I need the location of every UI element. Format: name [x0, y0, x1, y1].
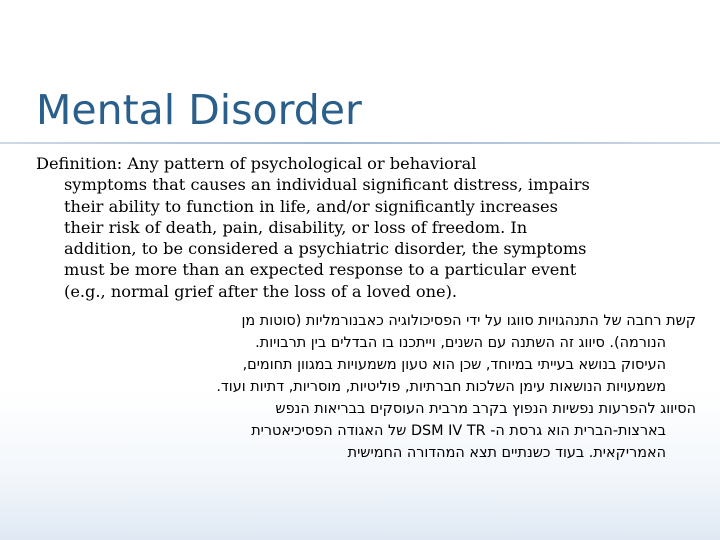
- definition-line-4: their risk of death, pain, disability, or loss of freedom. In: [64, 217, 528, 237]
- definition-line-2: symptoms that causes an individual significant distress, impairs: [64, 175, 590, 195]
- hebrew-line: בארצות-הברית הוא גרסת ה- DSM IV TR של האגודה הפסיכיאטרית: [251, 423, 666, 439]
- title-divider: [0, 142, 720, 144]
- definition-line-6: must be more than an expected response to a particular event: [64, 260, 577, 280]
- hebrew-line: קשת רחבה של התנהגויות סווגו על ידי הפסיכולוגיה כאבנורמליות (סוטות מן: [241, 313, 696, 329]
- definition-line-3: their ability to function in life, and/or significantly increases: [64, 196, 558, 216]
- definition-line-1: Definition: Any pattern of psychological or behavioral: [36, 154, 477, 173]
- hebrew-paragraph-2: [16, 398, 696, 464]
- definition-line-5: addition, to be considered a psychiatric disorder, the symptoms: [64, 239, 587, 259]
- hebrew-paragraph-1: [16, 310, 696, 398]
- definition-line-7: (e.g., normal grief after the loss of a loved one).: [64, 281, 458, 301]
- definition-label: Definition:: [36, 154, 123, 173]
- hebrew-line: הנורמה). סיווג זה השתנה עם השנים, וייתכנו בו הבדלים בין תרבויות.: [255, 335, 666, 351]
- hebrew-line: הסיווג להפרעות נפשיות הנפוץ בקרב מרבית העוסקים בבריאות הנפש: [275, 401, 696, 417]
- hebrew-line: האמריקאית. בעוד כשנתיים תצא המהדורה החמישית: [347, 445, 666, 461]
- slide-title: Mental Disorder: [36, 86, 362, 134]
- hebrew-line: העיסוק בנושא בעייתי במיוחד, שכן הוא טעון משמעויות במגוון תחומים,: [242, 357, 666, 373]
- definition-paragraph: [36, 153, 720, 302]
- hebrew-line: משמעויות הנושאות עימן השלכות חברתיות, פוליטיות, מוסריות, דתיות ועוד.: [216, 379, 666, 395]
